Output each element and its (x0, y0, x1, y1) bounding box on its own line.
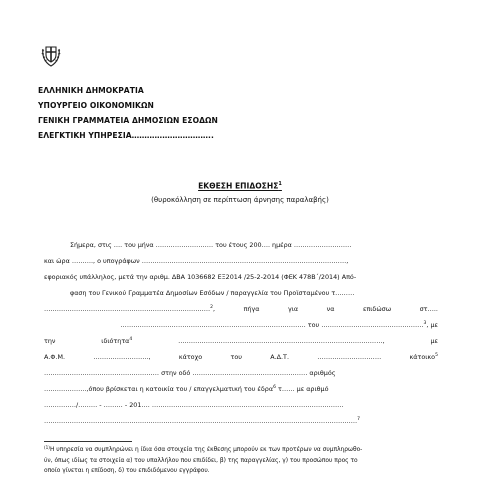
footnote-ref: 3 (423, 321, 427, 326)
body-word: …………………….., (93, 353, 151, 361)
body-word: με (430, 337, 438, 345)
body-line-5 (44, 301, 438, 317)
body-line-11 (44, 397, 438, 413)
body-text: και ώρα ………., ο υπογράφων ……………………………………………………………………………………, (44, 257, 349, 265)
footnote-ref: 5 (435, 353, 438, 358)
body-word: του (230, 353, 242, 361)
body-line-2 (44, 253, 438, 269)
footnote-ref: 6 (273, 385, 276, 390)
header-country: ΕΛΛΗΝΙΚΗ ΔΗΜΟΚΡΑΤΙΑ (38, 86, 144, 95)
body-line-1 (44, 237, 438, 253)
footnote-text: Η υπηρεσία να συμπληρώνει η ίδια όσα στοιχεία της έκθεσης μπορούν εκ των προτέρων να συμπληρωθο- (49, 447, 363, 453)
document-title (0, 181, 480, 191)
body-text: φαση του Γενικού Γραμματέα Δημοσίων Εσόδων / παραγγελία του Προϊσταμένου τ……… (70, 289, 355, 297)
body-line-9 (44, 365, 438, 381)
body-text: ……………………………………………… στην οδό ……………………………………………… αριθμός (44, 369, 336, 377)
body-word: Α.Φ.Μ. (44, 353, 66, 361)
body-text: ……………/……… - ……… - 201…. ……………………………………………………………………………… (44, 401, 344, 409)
body-line-4 (44, 285, 438, 301)
footnote-line-1 (44, 445, 438, 456)
footnote-ref: 2 (210, 305, 214, 310)
footnote-ref: 4 (129, 337, 133, 342)
body-word: κάτοχο (178, 353, 203, 361)
document-header (38, 83, 218, 143)
body-word: την (44, 337, 56, 345)
body-line-6 (44, 317, 438, 333)
body-line-7 (44, 333, 438, 349)
body-text: ……………………………………………………………………………………, (178, 337, 385, 345)
footnote-separator (44, 441, 132, 442)
body-text: ………………..,όπου βρίσκεται η κατοικία του / επαγγελματική του έδρα (44, 385, 274, 393)
body-text: …………………………………………………………………………… του ………………………………………… (120, 321, 424, 329)
body-text: κάτοικο$^5$ (409, 353, 438, 361)
body-word: πήγα (243, 305, 260, 313)
body-line-10 (44, 381, 438, 397)
body-line-3 (44, 269, 438, 285)
body-word: για (287, 305, 299, 313)
footnote-line-2: ύν, όπως ιδίως τα στοιχεία α) του υπαλλήλου που επιδίδει, β) της παραγγελίας, γ) του προσώπου προς το (44, 457, 358, 464)
body-word: ………………………… (317, 353, 382, 361)
body-text: ……………………………………………………………………$^2$, (44, 305, 216, 313)
greek-state-emblem-icon (38, 42, 64, 68)
body-word: Α.Δ.Τ. (270, 353, 289, 361)
footnote-mark: (1) (44, 445, 50, 450)
document-subtitle: (θυροκόλληση σε περίπτωση άρνησης παραλαβής) (151, 196, 329, 204)
footnote (44, 445, 438, 477)
body-line-8 (44, 349, 438, 365)
header-secretariat: ΓΕΝΙΚΗ ΓΡΑΜΜΑΤΕΙΑ ΔΗΜΟΣΙΩΝ ΕΣΟΔΩΝ (38, 116, 218, 125)
document-body (44, 237, 438, 429)
body-word: να (326, 305, 335, 313)
body-text: , με (426, 321, 438, 329)
body-text: ιδιότητα$^4$ (101, 337, 133, 345)
body-text: εφοριακός υπάλληλος, μετά την αριθμ. ΔΒΑ 1036682 ΕΞ2014 /25-2-2014 (ΦΕΚ 478Β΄/2014) Από- (44, 273, 357, 281)
body-text: τ…… με αριθμό (277, 385, 329, 393)
title-text: ΕΚΘΕΣΗ ΕΠΙΔΟΣΗΣ (198, 181, 279, 191)
body-word: επιδώσω (362, 305, 392, 313)
footnote-ref: 7 (357, 417, 361, 422)
body-text: Σήμερα, στις …. του μήνα ……………………… του έτους 200…. ημέρα ……………………… (70, 241, 352, 249)
body-text: ………………………………………………………………………………………………………………………………… (44, 417, 358, 425)
body-line-12 (44, 413, 438, 429)
title-footnote-mark: 1 (278, 181, 282, 187)
footnote-line-3: οποίο γίνεται η επίδοση, δ) του επιδιδόμενου εγγράφου. (44, 468, 210, 474)
header-ministry: ΥΠΟΥΡΓΕΙΟ ΟΙΚΟΝΟΜΙΚΩΝ (38, 101, 154, 110)
header-audit-service: ΕΛΕΓΚΤΙΚΗ ΥΠΗΡΕΣΙΑ………………………….. (38, 131, 214, 140)
body-word: στ….. (419, 305, 438, 313)
